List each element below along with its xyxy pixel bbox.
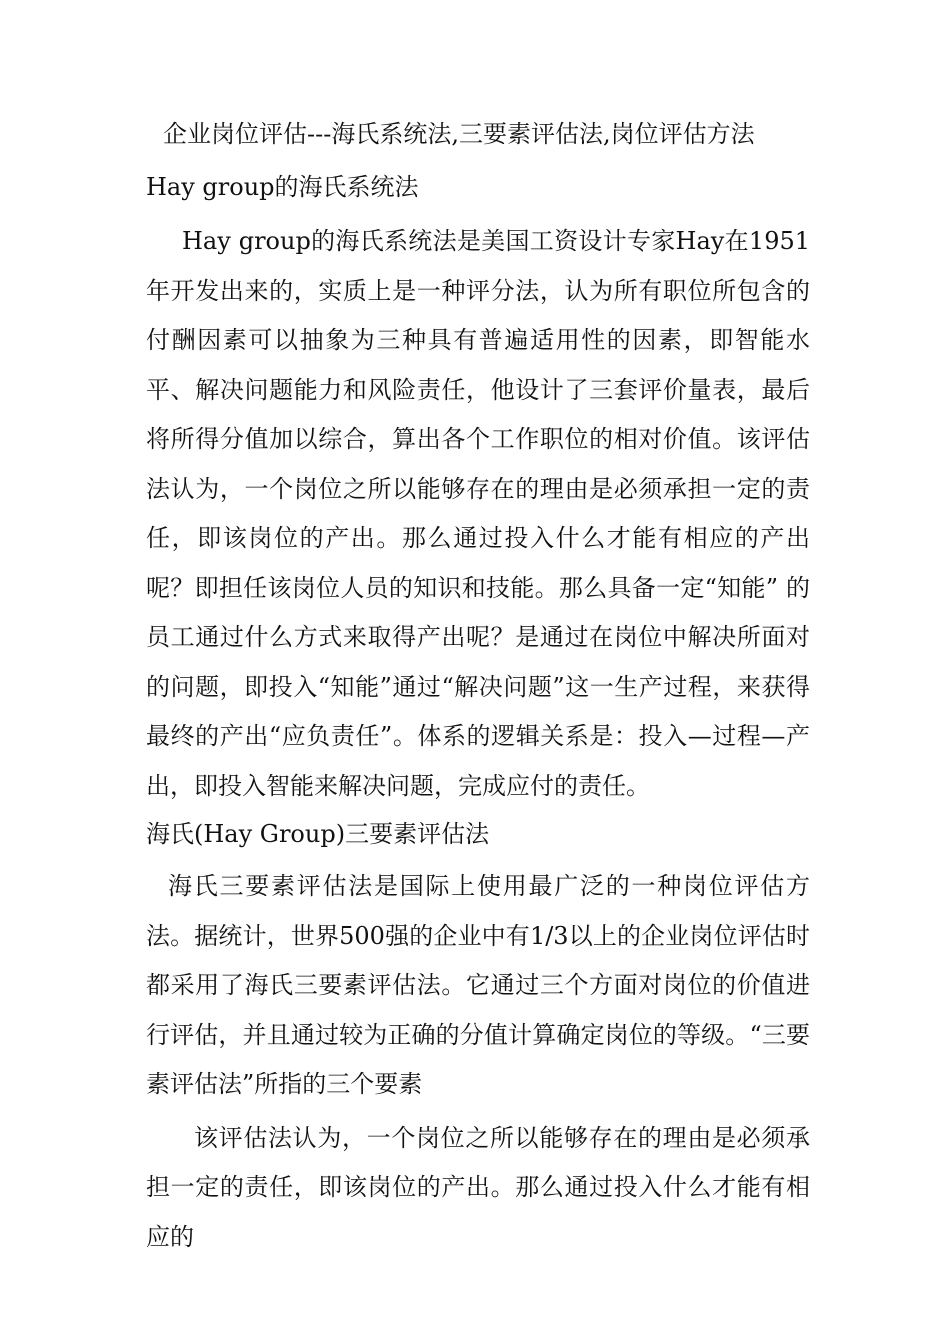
section-heading-hay-system: Hay group的海氏系统法	[146, 173, 419, 201]
document-page	[146, 112, 810, 1262]
paragraph-three-factor: 海氏三要素评估法是国际上使用最广泛的一种岗位评估方法。据统计，世界500强的企业中有1/3以上的企业岗位评估时都采用了海氏三要素评估法。它通过三个方面对岗位的价值进行评估，并且通过较为正确的分值计算确定岗位的等级。“三要素评估法”所指的三个要素	[146, 872, 810, 1098]
document-title: 企业岗位评估---海氏系统法,三要素评估法,岗位评估方法	[163, 120, 755, 148]
paragraph-evaluation-rationale: 该评估法认为，一个岗位之所以能够存在的理由是必须承担一定的责任，即该岗位的产出。那么通过投入什么才能有相应的	[146, 1123, 810, 1251]
paragraph-hay-system: Hay group的海氏系统法是美国工资设计专家Hay在1951年开发出来的，实质上是一种评分法，认为所有职位所包含的付酬因素可以抽象为三种具有普遍适用性的因素，即智能水平、解决问题能力和风险责任，他设计了三套评价量表，最后将所得分值加以综合，算出各个工作职位的相对价值。该评估法认为，一个岗位之所以能够存在的理由是必须承担一定的责任，即该岗位的产出。那么通过投入什么才能有相应的产出呢？即担任该岗位人员的知识和技能。那么具备一定“知能” 的员工通过什么方式来取得产出呢？是通过在岗位中解决所面对的问题，即投入“知能”通过“解决问题”这一生产过程，来获得最终的产出“应负责任”。体系的逻辑关系是：投入—过程—产出，即投入智能来解决问题，完成应付的责任。	[146, 227, 810, 800]
section-heading-three-factor: 海氏(Hay Group)三要素评估法	[146, 820, 490, 848]
